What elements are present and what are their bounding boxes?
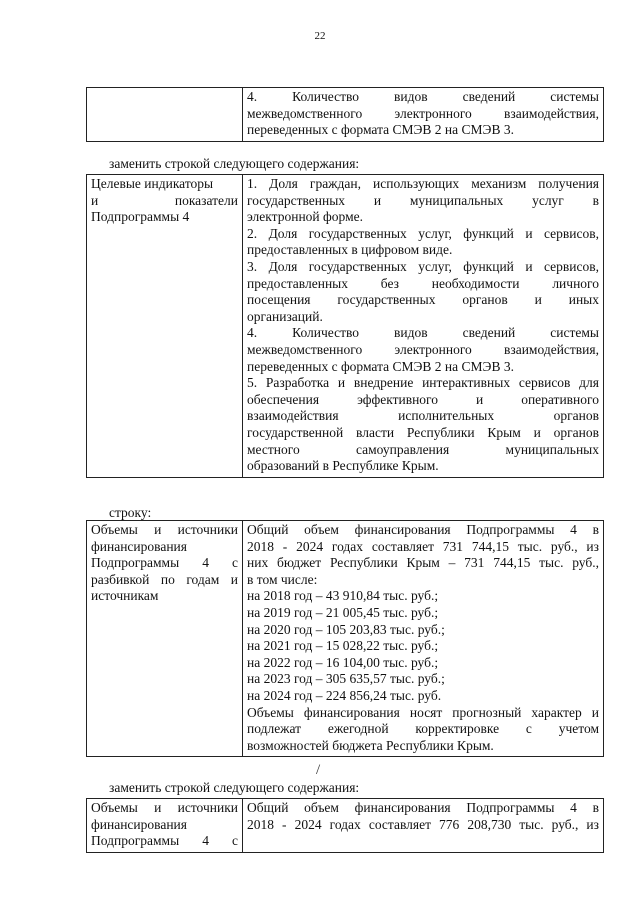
text-line: предоставленных без необходимости личного [247, 275, 599, 291]
text-line: на 2018 год – 43 910,84 тыс. руб.; [247, 588, 439, 604]
caption-row: строку: [109, 505, 152, 520]
caption-replace-2: заменить строкой следующего содержания: [109, 780, 360, 795]
table-row [87, 799, 604, 853]
table-row [87, 88, 604, 142]
text-line: Объемы и источники [91, 800, 238, 815]
text-line: 4. Количество видов сведений системы [247, 325, 599, 341]
table-financing-old [86, 520, 604, 757]
text-line: на 2019 год – 21 005,45 тыс. руб.; [247, 604, 439, 620]
table-cell-left [87, 88, 243, 142]
text-line: государственных и муниципальных услуг в [247, 192, 599, 208]
text-line: 2018 - 2024 годах составляет 776 208,730 тыс. руб., из [247, 816, 599, 832]
text-line: 2018 - 2024 годах составляет 731 744,15 тыс. руб., из [247, 538, 599, 554]
text-line: на 2024 год – 224 856,24 тыс. руб. [247, 687, 442, 703]
text-line: Подпрограммы 4 с [91, 555, 238, 571]
table-cell-right [243, 521, 604, 757]
text-line: организаций. [247, 308, 323, 324]
text-line: Общий объем финансирования Подпрограммы 4 в [247, 522, 599, 537]
text-line: предоставленных в цифровом виде. [247, 242, 453, 258]
text-line: государственной власти Республики Крым и органов [247, 424, 599, 440]
text-line: Объемы и источники [91, 522, 238, 537]
text-line: Общий объем финансирования Подпрограммы 4 в [247, 800, 599, 815]
table-row [87, 521, 604, 757]
text-line: Объемы финансирования носят прогнозный характер и [247, 704, 599, 720]
text-line: местного самоуправления муниципальных [247, 441, 599, 457]
text-line: в том числе: [247, 571, 318, 587]
text-line: и показатели [91, 192, 238, 208]
caption-replace-1: заменить строкой следующего содержания: [109, 156, 360, 171]
text-line: на 2022 год – 16 104,00 тыс. руб.; [247, 654, 439, 670]
text-line: них бюджет Республики Крым – 731 744,15 тыс. руб., [247, 555, 599, 571]
text-line: на 2021 год – 15 028,22 тыс. руб.; [247, 638, 439, 654]
text-line: посещения государственных органов и иных [247, 292, 599, 308]
text-line: источникам [91, 588, 159, 604]
table-target-indicators-old [86, 87, 604, 142]
table-row [87, 175, 604, 478]
table-cell-right [243, 88, 604, 142]
table-cell-left [87, 521, 243, 757]
text-line: обеспечения эффективного и оперативного [247, 391, 599, 407]
table-target-indicators-new [86, 174, 604, 478]
text-line: Подпрограммы 4 с [91, 833, 238, 849]
text-line: разбивкой по годам и [91, 571, 238, 587]
text-line: подлежат ежегодной корректировке с учетом [247, 721, 599, 737]
text-line: 4. Количество видов сведений системы [247, 89, 599, 104]
text-line: финансирования [91, 816, 187, 832]
text-line: переведенных с формата СМЭВ 2 на СМЭВ 3. [247, 122, 514, 138]
text-line: взаимодействия исполнительных органов [247, 408, 599, 424]
text-line: электронной форме. [247, 209, 363, 225]
table-cell-left [87, 799, 243, 853]
text-line: возможностей бюджета Республики Крым. [247, 737, 494, 753]
text-line: на 2020 год – 105 203,83 тыс. руб.; [247, 621, 445, 637]
text-line: 3. Доля государственных услуг, функций и сервисов, [247, 258, 599, 274]
text-line: 2. Доля государственных услуг, функций и сервисов, [247, 225, 599, 241]
text-line: межведомственного электронного взаимодействия, [247, 341, 599, 357]
text-line: переведенных с формата СМЭВ 2 на СМЭВ 3. [247, 358, 514, 374]
margin-mark: / [316, 762, 321, 778]
page-number: 22 [314, 30, 326, 42]
text-line: Целевые индикаторы [91, 176, 214, 191]
text-line: 1. Доля граждан, использующих механизм получения [247, 176, 599, 191]
text-line: межведомственного электронного взаимодействия, [247, 105, 599, 121]
table-cell-right [243, 175, 604, 478]
text-line: Подпрограммы 4 [91, 209, 190, 225]
text-line: финансирования [91, 538, 187, 554]
table-cell-right [243, 799, 604, 853]
text-line: образований в Республике Крым. [247, 458, 439, 474]
table-financing-new [86, 798, 604, 853]
table-cell-left [87, 175, 243, 478]
text-line: на 2023 год – 305 635,57 тыс. руб.; [247, 671, 445, 687]
text-line: 5. Разработка и внедрение интерактивных сервисов для [247, 375, 599, 391]
